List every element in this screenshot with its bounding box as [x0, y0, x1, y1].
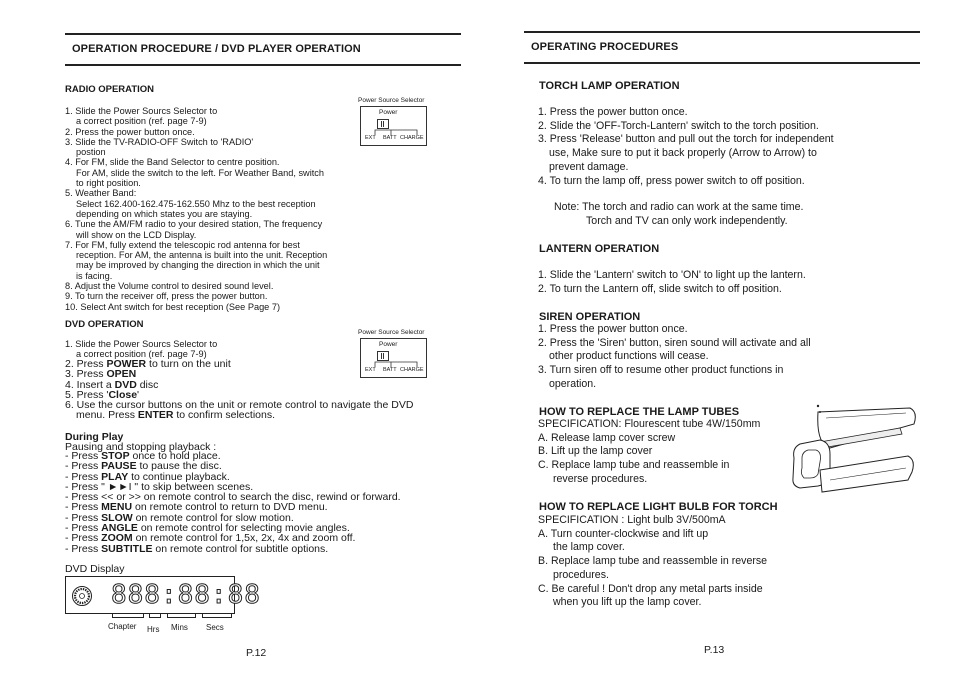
siren-steps: [538, 323, 918, 392]
torch-note: [554, 201, 914, 228]
bold-keyword: PLAY: [101, 470, 129, 483]
ext-label: EXT: [365, 135, 376, 141]
text-fragment: to continue playback.: [128, 470, 230, 483]
text-line: C. Replace lamp tube and reassemble in: [538, 459, 730, 472]
text-line: 1. Press the power button once.: [538, 106, 688, 118]
text-line: procedures.: [553, 568, 609, 581]
text-line: a correct position (ref. page 7-9): [76, 116, 207, 127]
power-label: Power: [379, 341, 398, 348]
bold-keyword: POWER: [106, 358, 147, 370]
text-line: B. Lift up the lamp cover: [538, 445, 653, 458]
during-play-list: [65, 451, 460, 554]
text-fragment: - Press: [65, 501, 102, 514]
torch-bulb-title: HOW TO REPLACE LIGHT BULB FOR TORCH: [539, 501, 778, 513]
text-line: is facing.: [76, 270, 113, 281]
dvd-operation-title: DVD OPERATION: [65, 319, 144, 330]
text-fragment: - Press " ►►I " to skip between scenes.: [65, 480, 254, 493]
text-line: depending on which states you are staying.: [76, 208, 253, 219]
text-line: reception. For AM, the antenna is built into the unit. Reception: [76, 250, 328, 261]
dvd-display-label: DVD Display: [65, 563, 125, 575]
text-line: use, Make sure to put it back properly (Arrow to Arrow) to: [549, 147, 817, 160]
text-fragment: to pause the disc.: [136, 460, 222, 473]
text-line: A. Turn counter-clockwise and lift up: [538, 527, 709, 540]
lantern-illustration: [790, 400, 920, 510]
bold-keyword: SUBTITLE: [101, 542, 153, 555]
text-line: other product functions will cease.: [549, 350, 709, 363]
dvd-time-digits: 888:88:88: [111, 580, 261, 610]
lantern-steps: [538, 269, 918, 296]
text-line: reverse procedures.: [553, 472, 648, 485]
bold-keyword: STOP: [101, 450, 130, 462]
lantern-title: LANTERN OPERATION: [539, 243, 660, 255]
text-fragment: to confirm selections.: [173, 409, 275, 422]
text-fragment: on remote control for selecting movie angles.: [137, 522, 350, 535]
text-line: 2. To turn the Lantern off, slide switch to off position.: [538, 282, 782, 295]
dvd-intro-line: 1. Slide the Power Sourcs Selector to: [65, 339, 218, 349]
dvd-intro: [65, 339, 365, 360]
disc-icon: [71, 585, 93, 607]
text-line: when you lift up the lamp cover.: [553, 596, 702, 609]
text-fragment: 2. Press: [65, 358, 107, 370]
text-fragment: disc: [136, 378, 159, 391]
during-play-title: During Play: [65, 431, 124, 443]
seconds-bracket: [202, 614, 232, 618]
hours-bracket: [149, 614, 161, 618]
text-fragment: on remote control for 1,5x, 2x, 4x and zoom off.: [132, 532, 356, 545]
text-fragment: 5. Press ': [65, 388, 109, 401]
bold-keyword: ZOOM: [101, 532, 133, 545]
minutes-label: Mins: [171, 623, 188, 632]
bold-keyword: ENTER: [137, 409, 174, 422]
text-line: 6. Tune the AM/FM radio to your desired station, The frequency: [65, 219, 323, 230]
text-fragment: - Press: [65, 532, 102, 545]
text-fragment: ': [137, 388, 140, 401]
text-fragment: 6. Use the cursor buttons on the unit or remote control to navigate the DVD: [65, 399, 414, 412]
siren-title: SIREN OPERATION: [539, 311, 641, 323]
text-line: 2. Press the power button once.: [65, 126, 195, 137]
left-top-rule: [65, 33, 461, 35]
text-line: 8. Adjust the Volume control to desired sound level.: [65, 281, 274, 292]
text-fragment: - Press: [65, 450, 102, 462]
bold-keyword: DVD: [114, 378, 137, 391]
lamp-tubes-title: HOW TO REPLACE THE LAMP TUBES: [539, 406, 740, 418]
hours-label: Hrs: [147, 625, 160, 634]
text-line: For AM, slide the switch to the left. For Weather Band, switch: [76, 167, 324, 178]
text-fragment: once to hold place.: [129, 450, 221, 462]
chapter-bracket: [112, 614, 144, 618]
right-page-header: OPERATING PROCEDURES: [531, 41, 679, 53]
text-fragment: on remote control for slow motion.: [132, 511, 294, 524]
text-line: [65, 544, 460, 554]
text-line: the lamp cover.: [553, 541, 625, 554]
text-line: 4. For FM, slide the Band Selector to centre position.: [65, 157, 280, 168]
text-fragment: on remote control for subtitle options.: [152, 542, 329, 555]
left-header-rule: [65, 64, 461, 66]
note-line: Torch and TV can only work independently.: [586, 214, 788, 227]
text-line: 1. Slide the 'Lantern' switch to 'ON' to light up the lantern.: [538, 269, 806, 281]
text-fragment: - Press << or >> on remote control to search the disc, rewind or forward.: [65, 491, 401, 504]
charge-label: CHARGE: [400, 135, 424, 141]
bold-keyword: Close: [108, 388, 138, 401]
text-fragment: 4. Insert a: [65, 378, 115, 391]
text-line: Select 162.400-162.475-162.550 Mhz to the best reception: [76, 198, 316, 209]
bold-keyword: ANGLE: [101, 522, 138, 535]
chapter-label: Chapter: [108, 622, 137, 631]
torch-lamp-title: TORCH LAMP OPERATION: [539, 80, 680, 92]
power-label: Power: [379, 109, 398, 116]
text-line: 7. For FM, fully extend the telescopic rod antenna for best: [65, 239, 300, 250]
bold-keyword: OPEN: [106, 368, 137, 381]
text-fragment: 3. Press: [65, 368, 107, 381]
batt-label: BATT: [383, 367, 397, 373]
text-line: 10. Select Ant switch for best reception (See Page 7): [65, 301, 281, 312]
text-line: to right position.: [76, 178, 141, 189]
page-number-left: P.12: [246, 647, 267, 659]
text-line: 1. Press the power button once.: [538, 323, 688, 335]
text-line: 9. To turn the receiver off, press the power button.: [65, 291, 268, 302]
batt-label: BATT: [383, 135, 397, 141]
text-fragment: - Press: [65, 511, 102, 524]
radio-operation-steps: [65, 106, 365, 312]
text-fragment: to turn on the unit: [146, 358, 231, 370]
bold-keyword: PAUSE: [101, 460, 137, 473]
text-line: 5. Weather Band:: [65, 188, 137, 199]
left-page-header: OPERATION PROCEDURE / DVD PLAYER OPERATION: [72, 43, 361, 55]
text-line: 2. Slide the 'OFF-Torch-Lantern' switch to the torch position.: [538, 119, 819, 132]
page-number-right: P.13: [704, 644, 725, 656]
text-fragment: - Press: [65, 542, 102, 555]
text-line: C. Be careful ! Don't drop any metal parts inside: [538, 582, 763, 595]
text-line: may be improved by changing the direction in which the unit: [76, 260, 320, 271]
text-line: SPECIFICATION: Flourescent tube 4W/150mm: [538, 418, 761, 430]
text-line: will show on the LCD Display.: [76, 229, 197, 240]
torch-bulb-steps: [538, 514, 918, 610]
text-fragment: - Press: [65, 522, 102, 535]
minutes-bracket: [167, 614, 196, 618]
during-play-intro: Pausing and stopping playback :: [65, 441, 217, 453]
radio-operation-title: RADIO OPERATION: [65, 84, 155, 95]
text-line: 4. To turn the lamp off, press power switch to off position.: [538, 174, 805, 187]
seconds-label: Secs: [206, 623, 224, 632]
dvd-display-panel: [65, 576, 261, 614]
power-source-selector-diagram: [360, 106, 427, 146]
power-source-selector-caption: Power Source Selector: [358, 329, 425, 336]
power-source-selector-caption: Power Source Selector: [358, 97, 425, 104]
text-line: operation.: [549, 377, 597, 390]
ext-label: EXT: [365, 367, 376, 373]
text-line: [65, 410, 455, 420]
text-line: 3. Slide the TV-RADIO-OFF Switch to 'RADIO': [65, 136, 254, 147]
text-line: postion: [76, 147, 106, 158]
text-line: A. Release lamp cover screw: [538, 431, 676, 444]
text-line: prevent damage.: [549, 160, 629, 173]
lamp-tubes-steps: [538, 418, 788, 487]
right-header-rule: [524, 62, 920, 64]
text-fragment: menu. Press: [76, 409, 138, 422]
text-fragment: - Press: [65, 470, 102, 483]
charge-label: CHARGE: [400, 367, 424, 373]
torch-lamp-steps: [538, 106, 918, 188]
dvd-intro-line: a correct position (ref. page 7-9): [76, 349, 207, 360]
text-line: 3. Turn siren off to resume other product functions in: [538, 364, 784, 377]
right-top-rule: [524, 31, 920, 33]
text-line: 1. Slide the Power Sourcs Selector to: [65, 106, 218, 116]
text-fragment: on remote control to return to DVD menu.: [132, 501, 328, 514]
bold-keyword: SLOW: [101, 511, 133, 524]
text-line: 3. Press 'Release' button and pull out the torch for independent: [538, 133, 834, 146]
bold-keyword: MENU: [101, 501, 133, 514]
note-line: Note: The torch and radio can work at the same time.: [554, 201, 804, 213]
text-line: SPECIFICATION : Light bulb 3V/500mA: [538, 514, 726, 526]
text-line: 2. Press the 'Siren' button, siren sound will activate and all: [538, 336, 811, 349]
text-line: B. Replace lamp tube and reassemble in reverse: [538, 555, 768, 568]
dvd-operation-steps: [65, 359, 455, 421]
text-fragment: - Press: [65, 460, 102, 473]
